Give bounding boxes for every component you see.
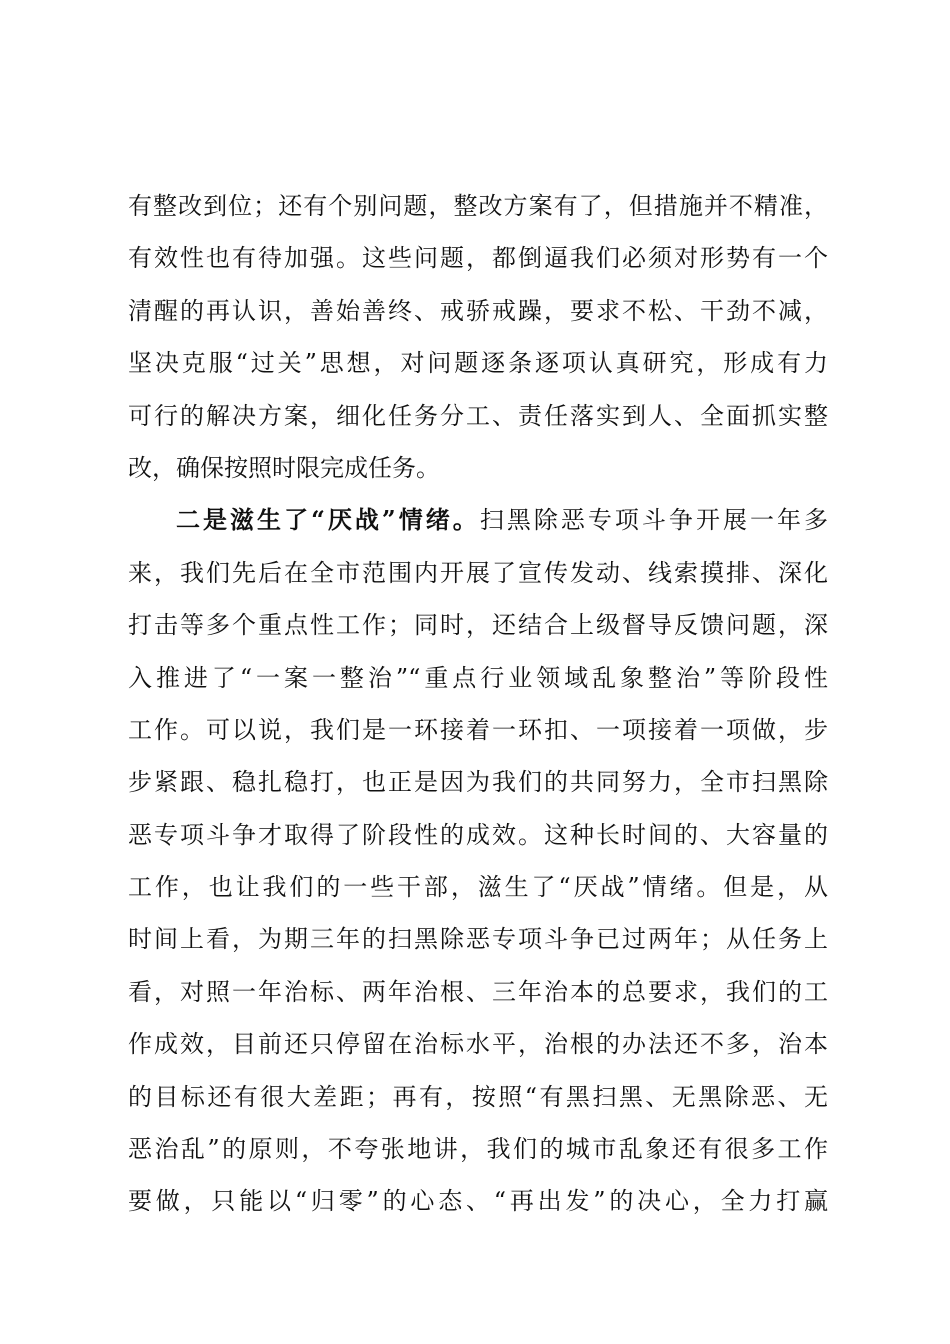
text-line: 改，确保按照时限完成任务。 — [128, 453, 440, 482]
text-line: 作成效，目前还只停留在治标水平，治根的办法还不多，治本 — [128, 1030, 828, 1059]
paragraph-first-line — [128, 494, 828, 546]
text-line: 的目标还有很大差距；再有，按照“有黑扫黑、无黑除恶、无 — [128, 1082, 828, 1111]
text-line: 坚决克服“过关”思想，对问题逐条逐项认真研究，形成有力 — [128, 349, 828, 378]
text-line: 恶治乱”的原则，不夸张地讲，我们的城市乱象还有很多工作 — [128, 1135, 828, 1164]
paragraph-2 — [128, 494, 828, 1227]
text-line: 有整改到位；还有个别问题，整改方案有了，但措施并不精准， — [128, 192, 828, 220]
document-body — [128, 180, 828, 1228]
paragraph-1 — [128, 180, 828, 494]
text-line: 入推进了“一案一整治”“重点行业领域乱象整治”等阶段性 — [128, 663, 828, 692]
text-line: 有效性也有待加强。这些问题，都倒逼我们必须对形势有一个 — [128, 244, 828, 273]
paragraph-lead-heading: 二是滋生了“厌战”情绪。 — [176, 505, 480, 535]
text-line: 时间上看，为期三年的扫黑除恶专项斗争已过两年；从任务上 — [128, 925, 828, 954]
paragraph-first-line-text: 扫黑除恶专项斗争开展一年多 — [479, 506, 829, 535]
text-line: 可行的解决方案，细化任务分工、责任落实到人、全面抓实整 — [128, 401, 828, 430]
text-line: 来，我们先后在全市范围内开展了宣传发动、线索摸排、深化 — [128, 558, 828, 587]
text-line: 打击等多个重点性工作；同时，还结合上级督导反馈问题，深 — [128, 611, 828, 640]
text-line: 工作，也让我们的一些干部，滋生了“厌战”情绪。但是，从 — [128, 873, 828, 902]
text-line: 工作。可以说，我们是一环接着一环扣、一项接着一项做，步 — [128, 715, 828, 744]
text-line: 看，对照一年治标、两年治根、三年治本的总要求，我们的工 — [128, 977, 828, 1006]
text-line: 清醒的再认识，善始善终、戒骄戒躁，要求不松、干劲不减， — [128, 296, 828, 325]
text-line: 步紧跟、稳扎稳打，也正是因为我们的共同努力，全市扫黑除 — [128, 768, 828, 797]
text-line: 恶专项斗争才取得了阶段性的成效。这种长时间的、大容量的 — [128, 820, 828, 849]
text-line: 要做，只能以“归零”的心态、“再出发”的决心，全力打赢 — [128, 1187, 828, 1216]
